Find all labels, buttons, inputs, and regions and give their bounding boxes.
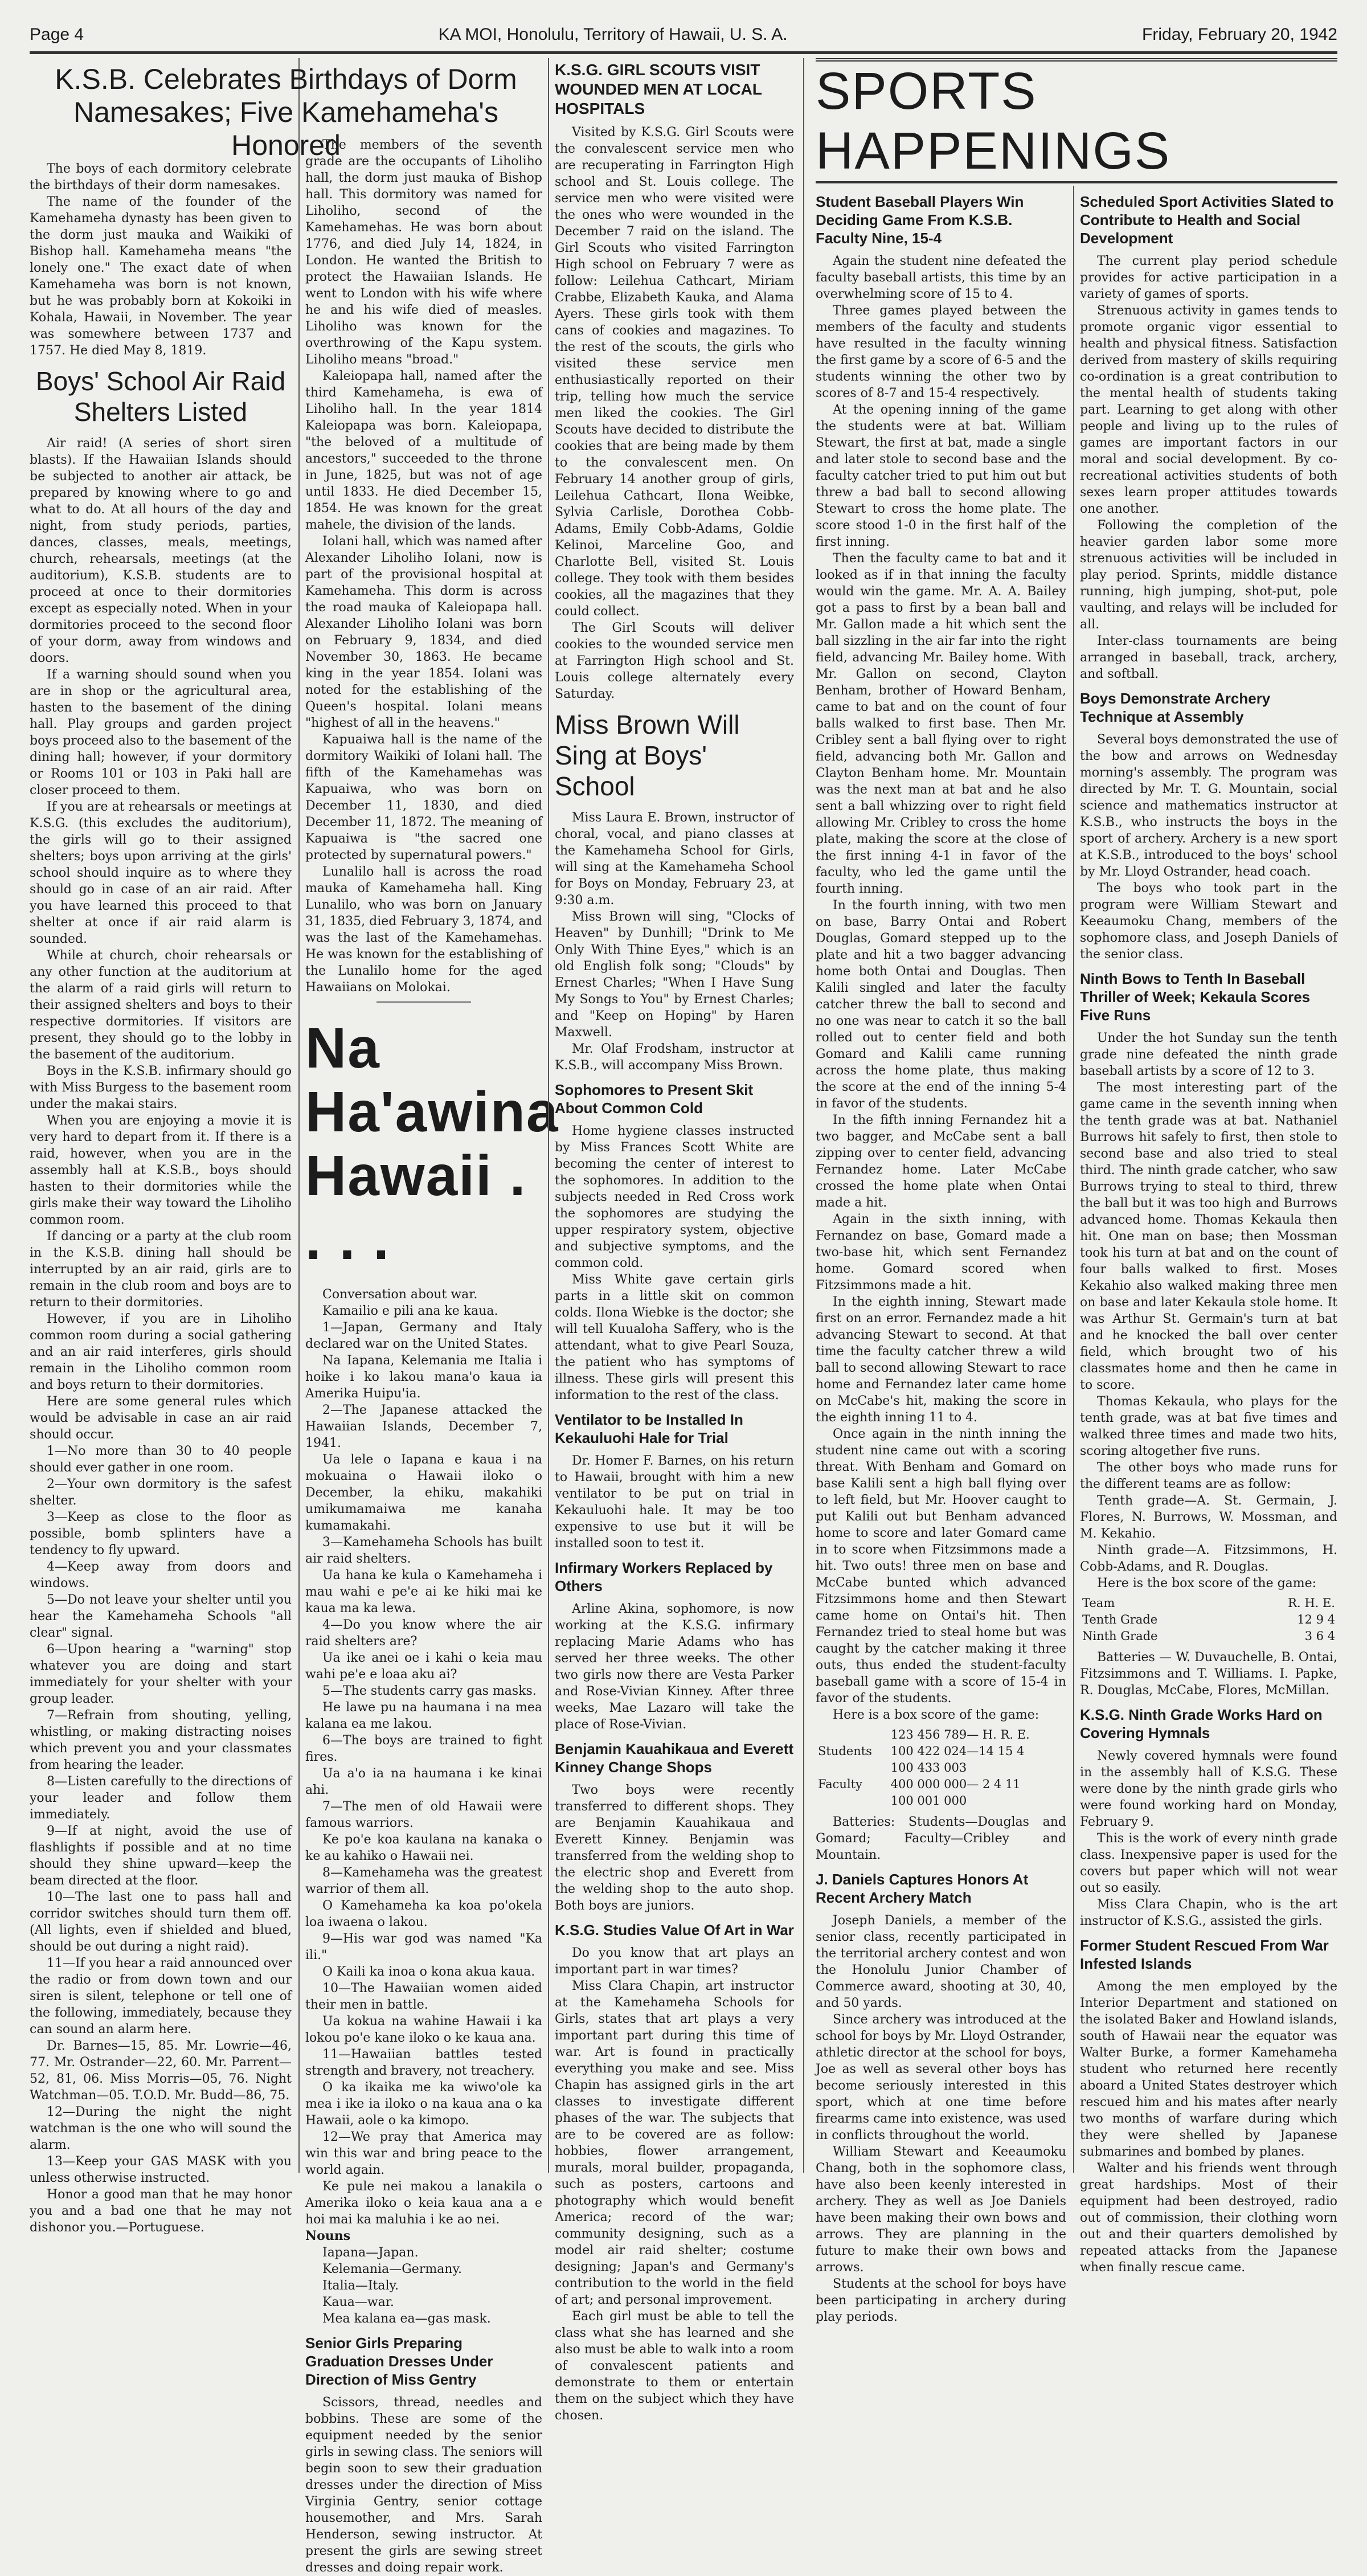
shelters-p8: However, if you are in Liholiho common room during a social gathering and an air raid interferes, girls should remain in the Liholiho common room and boys return to their dormitories. xyxy=(30,1312,292,1392)
column-rule-3 xyxy=(803,58,804,2173)
shelters-p2: If a warning should sound when you are in shop or the agricultural area, hasten to the basement of the dining hall. Play groups and garden project boys proceed also to the basement of the dining hall; however, if your dormitory or Rooms 101 or 103 in Paki hall are closer proceed to them. xyxy=(30,668,292,798)
art-p1: Do you know that art plays an important part in war times? xyxy=(555,1946,794,1977)
baseball-box-score xyxy=(816,1727,1066,1809)
scheduled-p4: Inter-class tournaments are being arranged in baseball, track, archery, and softball. xyxy=(1080,634,1337,681)
hawaii-l22: Ua kokua na wahine Hawaii i ka lokou po'e kane iloko o ke kaua ana. xyxy=(305,2014,542,2045)
brown-p3: Mr. Olaf Frodsham, instructor at K.S.B., will accompany Miss Brown. xyxy=(555,1042,794,1073)
box-students-line: 100 422 024—14 15 4 xyxy=(890,1744,1025,1758)
page-number: Page 4 xyxy=(30,25,84,44)
baseball-batteries: Batteries: Students—Douglas and Gomard; Faculty—Cribley and Mountain. xyxy=(816,1815,1066,1862)
scheduled-headline: Scheduled Sport Activities Slated to Contribute to Health and Social Development xyxy=(1080,193,1334,247)
scheduled-p2: Strenuous activity in games tends to promote organic vigor essential to health and physical fitness. Satisfaction derived from mastery of skills requiring co-ordination is a great contribution to the mental health of students taking part. Learning to get along with other people and living up to the rules of games are important factors in our moral and social development. By co-recreational activities students of both sexes learn proper attitudes towards one another. xyxy=(1080,304,1337,516)
box-ninth-label: Ninth Grade xyxy=(1082,1629,1158,1643)
birthdays-p5: Iolani hall, which was named after Alexander Liholiho Iolani, now is part of the provisional hospital at Kamehameha. This dorm is across the road mauka of Kaleiopapa hall. Alexander Liholiho Iolani was born on February 9, 1834, and died November 30, 1863. He became king in the year 1854. Iolani was noted for the establishing of the Queen's hospital. Iolani means "highest of all in the heavens." xyxy=(305,534,542,730)
box-head: 123 456 789— H. R. E. xyxy=(890,1728,1030,1741)
birthdays-p7: Lunalilo hall is across the road mauka of Kamehameha hall. King Lunalilo, who was born on January 31, 1835, died February 3, 1874, and was the last of the Kamehamehas. He was known for the establishing of the Lunalilo home for the aged Hawaiians on Molokai. xyxy=(305,865,542,995)
shelters-rule-13: 13—Keep your GAS MASK with you unless otherwise instructed. xyxy=(30,2154,292,2185)
shelters-rule-1: 1—No more than 30 to 40 people should ever gather in one room. xyxy=(30,1444,292,1475)
shelters-rule-6: 6—Upon hearing a "warning" stop whatever you are doing and start immediately for your shelter with your group leader. xyxy=(30,1642,292,1706)
box-tenth-rhe: 12 9 4 xyxy=(1297,1613,1335,1626)
shelters-p9: Here are some general rules which would be advisable in case an air raid should occur. xyxy=(30,1395,292,1442)
skit-p1: Home hygiene classes instructed by Miss Frances Scott White are becoming the center of interest to the sophomores. In addition to the subjects needed in Red Cross work the sophomores are studying the upper respiratory system, objective and subjective symptoms, and the common cold. xyxy=(555,1124,794,1270)
shelters-p3: If you are at rehearsals or meetings at K.S.G. (this excludes the auditorium), the girls will go to their assigned shelters; boys upon arriving at the girls' school should inquire as to where they should go in case of an air raid. After you have learned this proceed to that shelter at once if air raid alarm is sounded. xyxy=(30,800,292,946)
box-students-line2: 100 433 003 xyxy=(890,1761,967,1774)
shelters-p6: When you are enjoying a movie it is very hard to depart from it. If there is a raid, however, when you are in the assembly hall at K.S.B., boys should hasten to their dormitories while the girls make their way toward the Liholiho common room. xyxy=(30,1114,292,1227)
hawaii-nouns-label: Nouns xyxy=(305,2229,351,2243)
shelters-rule-7: 7—Refrain from shouting, yelling, whistling, or making distracting noises which prevent you and your classmates from hearing the leader. xyxy=(30,1708,292,1772)
sports-banner: SPORTS HAPPENINGS xyxy=(816,58,1337,183)
ninth-p2: The most interesting part of the game came in the seventh inning when the tenth grade was at bat. Nathaniel Burrows hit safely to first, then stole to second base and also tried to steal third. The ninth grade catcher, who saw Burrows trying to steal to third, threw the ball but it was too high and Burrows advanced home. Thomas Kekaula then hit. One man on base; then Mossman took his turn at bat and on the count of four balls walked to first. Moses Kekahio also walked making three men on base and later Kekaula stole home. It was Arthur St. Germain's turn at bat and he knocked the ball over center field, which brought two of his classmates home and then he came in to score. xyxy=(1080,1081,1337,1392)
column-rule-4 xyxy=(1073,186,1074,2173)
baseball-box-intro: Here is a box score of the game: xyxy=(833,1708,1039,1722)
archery-demo-headline: Boys Demonstrate Archery Technique at Assembly xyxy=(1080,690,1271,725)
birthdays-p2: The name of the founder of the Kamehameha dynasty has been given to the dorm just mauka and Waikiki of Bishop hall. Kamehameha means "the lonely one." The exact date of when Kamehameha was born is not known, but he was probably born at Kokoiki in Kohala, Hawaii, in November. The year was somewhere between 1737 and 1757. He died May 8, 1819. xyxy=(30,195,292,358)
box-tenth-label: Tenth Grade xyxy=(1082,1613,1158,1626)
ninth-headline: Ninth Bows to Tenth In Baseball Thriller of Week; Kekaula Scores Five Runs xyxy=(1080,970,1311,1024)
shelters-rule-4: 4—Keep away from doors and windows. xyxy=(30,1560,292,1590)
shelters-p1: Air raid! (A series of short siren blasts). If the Hawaiian Islands should be subjected to another air attack, be prepared by knowing where to go and what to do. At all hours of the day and night, from study periods, parties, dances, classes, meals, meetings, church, rehearsals, meetings (at the auditorium), K.S.B. students are to proceed at once to their dormitories except as especially noted. When in your dormitories proceed to the second floor of your dorm, away from windows and doors. xyxy=(30,436,292,665)
masthead-rule xyxy=(30,51,1337,54)
hawaii-l1: Conversation about war. xyxy=(322,1287,478,1302)
archery-match-p1: Joseph Daniels, a member of the senior class, recently participated in the territorial archery contest and won the Honolulu Junior Chamber of Commerce award, shooting at 30, 40, and 50 yards. xyxy=(816,1913,1066,2010)
box-faculty-line: 400 000 000— 2 4 11 xyxy=(890,1777,1021,1791)
shelters-rule-11: 11—If you hear a raid announced over the radio or from down town and our siren is silent, telephone or tell one of the following, immediately, because they can sound an alarm here. xyxy=(30,1956,292,2037)
hawaii-l4: Na Iapana, Kelemania me Italia i hoike i ko lakou mana'o kaua ia Amerika Huipu'ia. xyxy=(305,1354,542,1401)
shelters-rule-12: 12—During the night the night watchman is the one who will sound the alarm. xyxy=(30,2105,292,2152)
rescued-p1: Among the men employed by the Interior Department and stationed on the isolated Baker and Howland islands, south of Hawaii near the equator was Walter Burke, a former Kamehameha student who returned here recently aboard a United States destroyer which rescued him and his mates after nearly two months of warfare during which they were shelled by Japanese submarines and bombed by planes. xyxy=(1080,1980,1337,2159)
art-p3: Each girl must be able to tell the class what she has learned and she also must be able to walk into a room of convalescent patients and demonstrate to them or entertain them on the subject which they have chosen. xyxy=(555,2309,794,2423)
scheduled-p1: The current play period schedule provides for active participation in a variety of games of sports. xyxy=(1080,254,1337,301)
hawaii-l9: 4—Do you know where the air raid shelters are? xyxy=(305,1618,542,1649)
baseball-headline: Student Baseball Players Win Deciding Game From K.S.B. Faculty Nine, 15-4 xyxy=(816,193,1024,247)
ventilator-headline: Ventilator to be Installed In Kekauluohi Hale for Trial xyxy=(555,1411,743,1446)
infirmary-p1: Arline Akina, sophomore, is now working at the K.S.G. infirmary replacing Marie Adams who has served her three weeks. The other two girls now there are Vesta Parker and Rose-Vivian Kinney. After three weeks, Mae Lazaro will take the place of Rose-Vivian. xyxy=(555,1602,794,1732)
column-3 xyxy=(555,58,794,2423)
dresses-p1: Scissors, thread, needles and bobbins. These are some of the equipment needed by the senior girls in sewing class. The seniors will begin soon to sew their graduation dresses under the direction of Miss Virginia Gentry, senior cottage housemother, and Mrs. Sarah Henderson, sewing instructor. At present the girls are sewing street dresses and doing repair work. xyxy=(305,2395,542,2575)
archery-match-p2: Since archery was introduced at the school for boys by Mr. Lloyd Ostrander, athletic director at the school for boys, Joe as well as several other boys has become seriously interested in this sport, which at one time before firearms came into existence, was used in conflicts throughout the world. xyxy=(816,2013,1066,2142)
hawaii-l5: 2—The Japanese attacked the Hawaiian Islands, December 7, 1941. xyxy=(305,1403,542,1450)
shelters-quote: Honor a good man that he may honor you and a bad one that he may not dishonor you.—Portuguese. xyxy=(30,2187,292,2235)
birthdays-p1: The boys of each dormitory celebrate the birthdays of their dorm namesakes. xyxy=(30,162,292,193)
scouts-p1: Visited by K.S.G. Girl Scouts were the convalescent service men who are recuperating in Farrington High school and St. Louis college. The service men who were visited were the ones who were wounded in the December 7 raid on the island. The Girl Scouts who visited Farrington High school on February 7 were as follow: Leilehua Cathcart, Miriam Crabbe, Elizabeth Kauka, and Alama Ayers. These girls took with them cans of cookies and magazines. To the rest of the scouts, the girls who visited these service men enthusiastically reported on their trip, telling how much the service men liked the cookies. The Girl Scouts have decided to distribute the cookies that are being made by them to the convalescent men. On February 14 another group of girls, Leilehua Cathcart, Ilona Weibke, Sylvia Carlisle, Dorothea Cobb-Adams, Emily Cobb-Adams, Goldie Kelinoi, Marceline Goo, and Charlotte Bell, visited St. Louis college. They took with them besides cookies, all the magazines that they could collect. xyxy=(555,125,794,619)
hawaii-n2: Kelemania—Germany. xyxy=(322,2262,462,2276)
paper-name: KA MOI, Honolulu, Territory of Hawaii, U. S. A. xyxy=(438,25,788,44)
ninth-batteries: Batteries — W. Duvauchelle, B. Ontai, Fitzsimmons and T. Williams. I. Papke, R. Douglas, McCabe, Flores, McMillan. xyxy=(1080,1650,1337,1698)
hawaii-l17: 8—Kamehameha was the greatest warrior of them all. xyxy=(305,1866,542,1896)
skit-headline: Sophomores to Present Skit About Common Cold xyxy=(555,1081,754,1117)
hawaii-l21: 10—The Hawaiian women aided their men in battle. xyxy=(305,1981,542,2012)
baseball-p9: Once again in the ninth inning the student nine came out with a scoring threat. With Benham and Gomard on base Kalili sent a high ball flying over to left field, but Mr. Hoover caught to put Kalili out but Benham advanced home to score and later Gomard came in to score when Fitzsimmons made a hit. Two outs! three men on base and McCabe bunted which advanced Fitzsimmons home and then Stewart came home on Ontai's hit. Then Fernandez tried to steal home but was caught by the catcher making it three outs, thus ended the student-faculty baseball game with a score of 15-4 in favor of the students. xyxy=(816,1427,1066,1706)
column-2 xyxy=(305,58,559,2575)
archery-match-p4: Students at the school for boys have been participating in archery during play periods. xyxy=(816,2277,1066,2324)
hawaii-l11: 5—The students carry gas masks. xyxy=(322,1684,537,1698)
scouts-p2: The Girl Scouts will deliver cookies to the wounded service men at Farrington High school and St. Louis college alternately every Saturday. xyxy=(555,621,794,701)
archery-match-p3: William Stewart and Keeaumoku Chang, both in the sophomore class, have also been keenly interested in archery. They as well as Joe Daniels have been making their own bows and arrows. They are planning in the future to make their own bows and arrows. xyxy=(816,2145,1066,2275)
infirmary-headline: Infirmary Workers Replaced by Others xyxy=(555,1559,773,1594)
hawaii-l13: 6—The boys are trained to fight fires. xyxy=(305,1733,542,1764)
archery-demo-p2: The boys who took part in the program were William Stewart and Keeaumoku Chang, members of the sophomore class, and Joseph Daniels of the senior class. xyxy=(1080,881,1337,962)
shelters-rule-3: 3—Keep as close to the floor as possible, bomb splinters have a tendency to fly upward. xyxy=(30,1510,292,1557)
art-p2: Miss Clara Chapin, art instructor at the Kamehameha Schools for Girls, states that art plays a very important part during this time of war. Art is found in practically everything you make and see. Miss Chapin has assigned girls in the art classes to investigate different phases of the war. The subjects that are to be covered are as follow: hobbies, flower arrangement, murals, moral builder, propaganda, such as posters, cartoons and photography which would benefit America; record of the war; community designing, such as a model air raid shelter; costume designing; Japan's and Germany's contribution to the world in the field of art; and personal improvement. xyxy=(555,1979,794,2307)
ninth-box-intro: Here is the box score of the game: xyxy=(1097,1576,1317,1590)
shelters-p7: If dancing or a party at the club room in the K.S.B. dining hall should be interrupted by an air raid, girls are to remain in the club room and boys are to return to their dormitories. xyxy=(30,1229,292,1310)
hawaii-n5: Mea kalana ea—gas mask. xyxy=(322,2312,491,2326)
scheduled-p3: Following the completion of the heavier garden labor some more strenuous activities will be included in play period. Sprints, middle distance running, high jumping, shot-put, pole vaulting, and relays will be included for all. xyxy=(1080,518,1337,632)
baseball-p6: In the fifth inning Fernandez hit a two bagger, and McCabe sent a ball zipping over to center field, advancing Fernandez home. Later McCabe crossed the home plate when Ontai made a hit. xyxy=(816,1113,1066,1210)
ninth-p4: The other boys who made runs for the different teams are as follow: xyxy=(1080,1461,1337,1491)
hymnals-p2: This is the work of every ninth grade class. Inexpensive paper is used for the covers but paper which will not wear out so easily. xyxy=(1080,1831,1337,1895)
rescued-p2: Walter and his friends went through great hardships. Most of their equipment had been destroyed, radio out of commission, their clothing worn out and their quarters demolished by repeated attacks from the Japanese when finally rescue came. xyxy=(1080,2161,1337,2275)
column-rule-2 xyxy=(548,58,549,2173)
baseball-p3: At the opening inning of the game the students were at bat. William Stewart, the first at bat, made a single and later stole to second base and the faculty catcher tried to put him out but threw a bad ball to second allowing Stewart to cross the home plate. The score stood 1-0 in the first half of the first inning. xyxy=(816,403,1066,549)
hawaii-l23: 11—Hawaiian battles tested strength and bravery, not treachery. xyxy=(305,2047,542,2078)
baseball-p4: Then the faculty came to bat and it looked as if in that inning the faculty would win the game. Mr. A. A. Bailey got a pass to first by a bean ball and Mr. Gallon made a hit which sent the ball sizzling in the air far into the right field, advancing Mr. Bailey home. With Mr. Gallon on second, Clayton Benham, brother of Howard Benham, came to bat and on the count of four balls walked to first base. Then Mr. Cribley sent a ball flying over to right field, advancing both Mr. Gallon and Clayton Benham home. Mr. Mountain was the next man at bat and he also sent a ball whizzing over to right field allowing Mr. Cribley to cross the home plate, making the score at the close of the first inning 4-1 in favor of the faculty, who led the game until the fourth inning. xyxy=(816,551,1066,896)
hymnals-p1: Newly covered hymnals were found in the assembly hall of K.S.G. These were done by the ninth grade girls who were found working hard on Monday, February 9. xyxy=(1080,1749,1337,1829)
box-students-label: Students xyxy=(818,1744,872,1758)
hawaii-l16: Ke po'e koa kaulana na kanaka o ke au kahiko o Hawaii nei. xyxy=(305,1833,542,1863)
archery-match-headline: J. Daniels Captures Honors At Recent Archery Match xyxy=(816,1871,1029,1906)
column-1 xyxy=(30,58,292,2235)
hawaii-headline: Na Ha'awina Hawaii . . . . xyxy=(305,1016,559,1271)
ninth-p5: Tenth grade—A. St. Germain, J. Flores, N. Burrows, W. Mossman, and M. Kekahio. xyxy=(1080,1494,1337,1541)
brown-p2: Miss Brown will sing, "Clocks of Heaven" by Dunhill; "Drink to Me Only With Thine Eyes," which is an old English folk song; "Clouds" by Ernest Charles; "When I Have Sung My Songs to You" by Ernest Charles; and "Keep on Hoping" by Haren Maxwell. xyxy=(555,910,794,1040)
hawaii-l12: He lawe pu na haumana i na mea kalana ea me lakou. xyxy=(305,1700,542,1731)
hawaii-l25: 12—We pray that America may win this war and bring peace to the world again. xyxy=(305,2130,542,2177)
shelters-rule-5: 5—Do not leave your shelter until you hear the Kamehameha Schools "all clear" signal. xyxy=(30,1593,292,1640)
column-rule-1 xyxy=(298,58,300,2173)
hawaii-l2: Kamailio e pili ana ke kaua. xyxy=(322,1304,498,1318)
dresses-headline: Senior Girls Preparing Graduation Dresses Under Direction of Miss Gentry xyxy=(305,2334,493,2388)
column-5 xyxy=(1080,186,1337,2275)
hawaii-n4: Kaua—war. xyxy=(322,2295,394,2309)
baseball-p5: In the fourth inning, with two men on base, Barry Ontai and Robert Douglas, Gomard stepped up to the plate and hit a two bagger advancing home both Ontai and Douglas. Then Kalili singled and later the faculty catcher threw the ball to second and no one was near to catch it so the ball rolled out to center field and both Gomard and Kalili came running across the home plate, thus making the score at the end of the inning 5-4 in favor of the students. xyxy=(816,898,1066,1111)
shelters-rule-2: 2—Your own dormitory is the safest shelter. xyxy=(30,1477,292,1508)
birthdays-headline: K.S.B. Celebrates Birthdays of Dorm Namesakes; Five Kamehameha's Honored xyxy=(55,63,517,161)
section-divider xyxy=(376,1001,471,1003)
archery-demo-p1: Several boys demonstrated the use of the bow and arrows on Wednesday morning's assembly. The program was directed by Mr. T. G. Mountain, social science and mathematics instructor at K.S.B., who instructs the boys in the sport of archery. Archery is a new sport at K.S.B., introduced to the boys' school by Mr. Lloyd Ostrander, head coach. xyxy=(1080,733,1337,879)
baseball-p2: Three games played between the members of the faculty and students have resulted in the faculty winning the first game by a score of 6-5 and the students winning the other two by scores of 8-7 and 15-4 respectively. xyxy=(816,304,1066,400)
art-headline: K.S.G. Studies Value Of Art in War xyxy=(555,1921,794,1939)
ninth-p1: Under the hot Sunday sun the tenth grade nine defeated the ninth grade baseball artists by a score of 12 to 3. xyxy=(1080,1031,1337,1078)
hymnals-p3: Miss Clara Chapin, who is the art instructor of K.S.G., assisted the girls. xyxy=(1080,1898,1337,1928)
hawaii-l19: 9—His war god was named "Ka ili." xyxy=(305,1932,542,1962)
box-faculty-line2: 100 001 000 xyxy=(890,1794,967,1808)
shelters-p5: Boys in the K.S.B. infirmary should go with Miss Burgess to the basement room under the makai stairs. xyxy=(30,1064,292,1111)
shops-p1: Two boys were recently transferred to different shops. They are Benjamin Kauahikaua and Everett Kinney. Benjamin was transferred from the welding shop to the electric shop and Everett from the welding shop to the auto shop. Both boys are juniors. xyxy=(555,1783,794,1913)
shelters-p4: While at church, choir rehearsals or any other function at the auditorium at the alarm of a raid girls will return to their assigned shelters and boys to their respective dormitories. If visitors are present, they should go to the lobby in the basement of the auditorium. xyxy=(30,948,292,1062)
rescued-headline: Former Student Rescued From War Infested Islands xyxy=(1080,1937,1329,1972)
birthdays-p4: Kaleiopapa hall, named after the third Kamehameha, is ewa of Liholiho hall. In the year 1814 Kaleiopapa was born. Kaleiopapa, "the beloved of a multitude of ancestors," succeeded to the throne in June, 1825, but was not of age until 1833. He died December 15, 1854. He was known for the great mahele, the division of the lands. xyxy=(305,369,542,532)
ninth-p6: Ninth grade—A. Fitzsimmons, H. Cobb-Adams, and R. Douglas. xyxy=(1080,1543,1337,1574)
column-4 xyxy=(816,186,1066,2324)
hawaii-l6: Ua lele o Iapana e kaua i na mokuaina o Hawaii iloko o December, la ehiku, makahiki umikumamaiwa me kanaha kumamakahi. xyxy=(305,1453,542,1533)
hawaii-l26: Ke pule nei makou a lanakila o Amerika iloko o keia kaua ana a e hoi mai ka maluhia i ke ao nei. xyxy=(305,2180,542,2227)
masthead xyxy=(30,22,1337,48)
hawaii-n1: Iapana—Japan. xyxy=(322,2246,419,2260)
shelters-rule-9: 9—If at night, avoid the use of flashlights if possible and at no time should they shine upward—keep the beam directed at the floor. xyxy=(30,1824,292,1888)
hawaii-l3: 1—Japan, Germany and Italy declared war on the United States. xyxy=(305,1320,542,1351)
box-rhe-head: R. H. E. xyxy=(1288,1596,1335,1610)
hawaii-n3: Italia—Italy. xyxy=(322,2279,399,2293)
hawaii-l20: O Kaili ka inoa o kona akua kaua. xyxy=(322,1965,535,1979)
ninth-p3: Thomas Kekaula, who plays for the tenth grade, was at bat five times and walked three times and made two hits, scoring altogether five runs. xyxy=(1080,1395,1337,1458)
box-ninth-rhe: 3 6 4 xyxy=(1304,1629,1335,1643)
baseball-p7: Again in the sixth inning, with Fernandez on base, Gomard made a two-base hit, which sent Fernandez home. Gomard scored when Fitzsimmons made a hit. xyxy=(816,1212,1066,1293)
ninth-box-score xyxy=(1080,1595,1337,1645)
box-faculty-label: Faculty xyxy=(818,1777,862,1791)
shelters-phones: Dr. Barnes—15, 85. Mr. Lowrie—46, 77. Mr. Ostrander—22, 60. Mr. Parrent—52, 81, 06. Miss Morris—05, 76. Night Watchman—05. T.O.D. Mr. Budd—86, 75. xyxy=(30,2039,292,2103)
birthdays-p6: Kapuaiwa hall is the name of the dormitory Waikiki of Iolani hall. The fifth of the Kamehamehas was Kapuaiwa, who was born on December 11, 1830, and died December 11, 1872. The meaning of Kapuaiwa is "the sacred one protected by supernatural powers." xyxy=(305,733,542,862)
hawaii-l24: O ka ikaika me ka wiwo'ole ka mea i ike ia iloko o na kaua ana o ka Hawaii, aole o ka kimopo. xyxy=(305,2080,542,2128)
brown-headline: Miss Brown Will Sing at Boys' School xyxy=(555,710,740,801)
ventilator-p1: Dr. Homer F. Barnes, on his return to Hawaii, brought with him a new ventilator to be put on trial in Kekauluohi hale. It may be too expensive to use but it will be installed soon to test it. xyxy=(555,1454,794,1551)
baseball-p8: In the eighth inning, Stewart made first on an error. Fernandez made a hit advancing Stewart to second. At that time the faculty catcher threw a wild ball to second allowing Stewart to race home and Fernandez later came home on McCabe's hit, making the score in the eighth inning 11 to 4. xyxy=(816,1295,1066,1425)
baseball-p1: Again the student nine defeated the faculty baseball artists, this time by an overwhelming score of 15 to 4. xyxy=(816,254,1066,301)
box-team-head: Team xyxy=(1082,1596,1115,1610)
issue-date: Friday, February 20, 1942 xyxy=(1142,25,1337,44)
hawaii-l14: Ua a'o ia na haumana i ke kinai ahi. xyxy=(305,1767,542,1797)
shelters-rule-10: 10—The last one to pass hall and corridor switches should turn them off. (All lights, even if shielded and blued, should be out during a night raid). xyxy=(30,1890,292,1954)
brown-p1: Miss Laura E. Brown, instructor of choral, vocal, and piano classes at the Kamehameha School for Girls, will sing at the Kamehameha School for Boys on Monday, February 23, at 9:30 a.m. xyxy=(555,811,794,907)
shops-headline: Benjamin Kauahikaua and Everett Kinney Change Shops xyxy=(555,1740,794,1776)
shelters-rule-8: 8—Listen carefully to the directions of your leader and follow them immediately. xyxy=(30,1774,292,1822)
skit-p2: Miss White gave certain girls parts in a little skit on common colds. Ilona Wiebke is the doctor; she will tell Kuualoha Saffery, who is the attendant, what to give Pearl Souza, the patient who has symptoms of illness. These girls will present this information to the rest of the class. xyxy=(555,1273,794,1403)
shelters-headline: Boys' School Air Raid Shelters Listed xyxy=(35,366,286,427)
hawaii-l15: 7—The men of old Hawaii were famous warriors. xyxy=(305,1800,542,1830)
hawaii-l7: 3—Kamehameha Schools has built air raid shelters. xyxy=(305,1535,542,1566)
hawaii-l18: O Kamehameha ka koa po'okela loa iwaena o lakou. xyxy=(305,1899,542,1929)
hawaii-l10: Ua ike anei oe i kahi o keia mau wahi pe'e e loaa aku ai? xyxy=(305,1651,542,1682)
hawaii-l8: Ua hana ke kula o Kamehameha i mau wahi e pe'e ai ke hiki mai ke kaua ma ka lewa. xyxy=(305,1568,542,1616)
birthdays-p3: The members of the seventh grade are the occupants of Liholiho hall, the dorm just mauka of Bishop hall. This dormitory was named for Liholiho, second of the Kamehamehas. He was born about 1776, and died July 14, 1824, in London. He wanted the British to protect the Hawaiian Islands. He went to London with his wife where he and his wife died of measles. Liholiho was known for the overthrowing of the Kapu system. Liholiho means "broad." xyxy=(305,138,542,367)
scouts-headline: K.S.G. GIRL SCOUTS VISIT WOUNDED MEN AT LOCAL HOSPITALS xyxy=(555,61,762,117)
hymnals-headline: K.S.G. Ninth Grade Works Hard on Covering Hymnals xyxy=(1080,1706,1323,1741)
